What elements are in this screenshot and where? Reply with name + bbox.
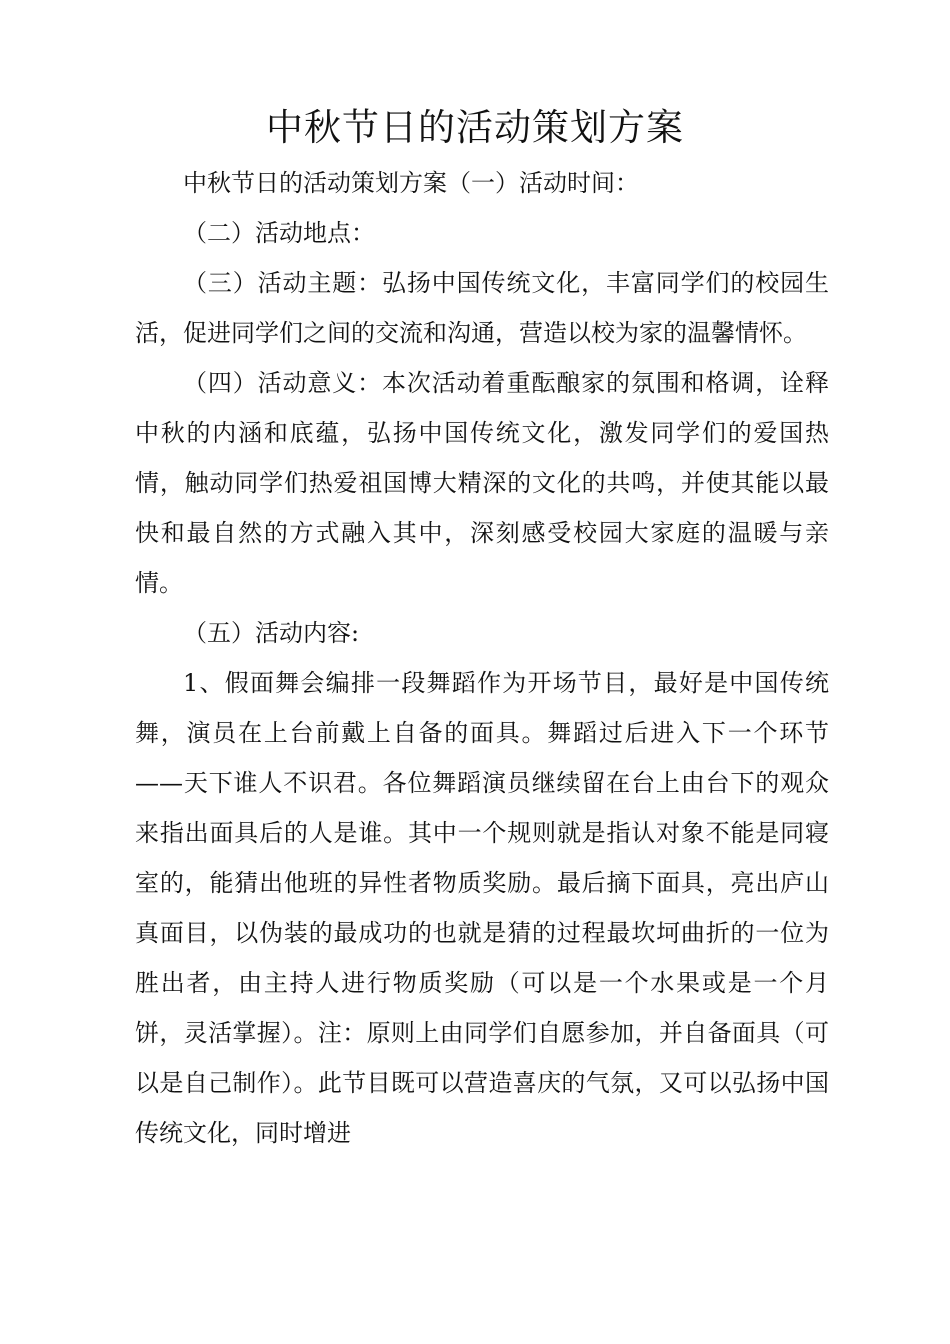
paragraph-masquerade: 1、假面舞会编排一段舞蹈作为开场节目，最好是中国传统舞，演员在上台前戴上自备的面具。舞蹈过后进入下一个环节——天下谁人不识君。各位舞蹈演员继续留在台上由台下的观众来指出面具后的人是谁。其中一个规则就是指认对象不能是同寝室的，能猜出他班的异性者物质奖励。最后摘下面具，亮出庐山真面目，以伪装的最成功的也就是猜的过程最坎坷曲折的一位为胜出者，由主持人进行物质奖励（可以是一个水果或是一个月饼，灵活掌握）。注：原则上由同学们自愿参加，并自备面具（可以是自己制作）。此节目既可以营造喜庆的气氛，又可以弘扬中国传统文化，同时增进 (135, 669, 829, 1147)
paragraph-activity-significance: （四）活动意义：本次活动着重酝酿家的氛围和格调，诠释中秋的内涵和底蕴，弘扬中国传统文化，激发同学们的爱国热情，触动同学们热爱祖国博大精深的文化的共鸣，并使其能以最快和最自然的方式融入其中，深刻感受校园大家庭的温暖与亲情。 (135, 369, 829, 597)
paragraph-activity-time: 中秋节日的活动策划方案（一）活动时间： (183, 169, 639, 197)
document-body (135, 158, 829, 1158)
paragraph-activity-location: （二）活动地点： (183, 219, 375, 247)
paragraph-activity-theme: （三）活动主题：弘扬中国传统文化，丰富同学们的校园生活，促进同学们之间的交流和沟通，营造以校为家的温馨情怀。 (135, 269, 829, 347)
paragraph-activity-content-heading: （五）活动内容: (183, 619, 360, 647)
document-title: 中秋节日的活动策划方案 (266, 106, 684, 149)
